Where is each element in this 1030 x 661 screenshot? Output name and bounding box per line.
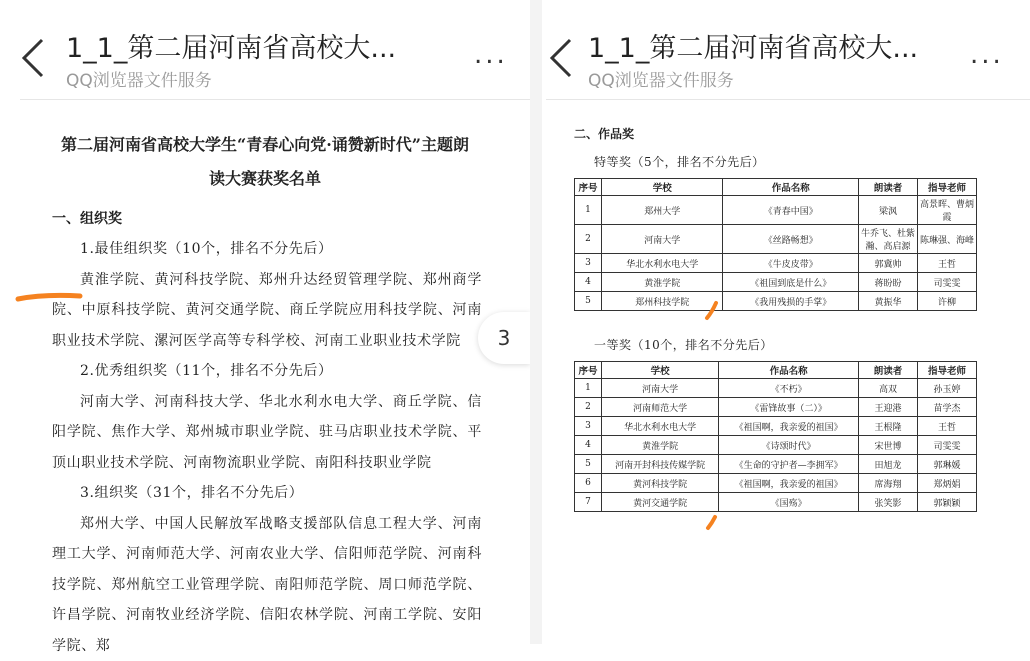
table-cell: 《丝路畅想》 <box>723 225 859 254</box>
table-cell: 高景晖、曹炳霞 <box>918 196 977 225</box>
table-cell: 《牛皮皮带》 <box>723 254 859 273</box>
table-cell: 黄淮学院 <box>602 273 723 292</box>
doc-title <box>48 128 482 196</box>
back-button[interactable] <box>544 36 580 80</box>
table-cell: 陈琳强、海峰 <box>918 225 977 254</box>
table-cell: 《诗颂时代》 <box>719 436 859 455</box>
paragraph: 郑州大学、中国人民解放军战略支援部队信息工程大学、河南理工大学、河南师范大学、河南农业大学、信阳师范学院、河南科技学院、郑州航空工业管理学院、南阳师范学院、周口师范学院、许昌学院、河南牧业经济学院、信阳农林学院、河南工学院、安阳学院、郑 <box>52 509 482 661</box>
viewer-header <box>542 0 1030 100</box>
document-source: QQ浏览器文件服务 <box>588 66 734 91</box>
header-divider <box>546 99 1030 100</box>
table-cell: 《祖国到底是什么》 <box>723 273 859 292</box>
table-cell: 郭颖颖 <box>918 493 977 512</box>
table-cell: 7 <box>575 493 602 512</box>
table-cell: 3 <box>575 417 602 436</box>
chevron-left-icon <box>16 36 52 80</box>
table-row <box>575 254 977 273</box>
table-row <box>575 436 977 455</box>
highlight-mark <box>14 290 84 304</box>
subsection-heading: 1.最佳组织奖（10个，排名不分先后） <box>52 234 482 265</box>
table-cell: 司雯雯 <box>918 273 977 292</box>
table-cell: 《祖国啊，我亲爱的祖国》 <box>719 474 859 493</box>
subsection-heading: 3.组织奖（31个，排名不分先后） <box>52 478 482 509</box>
table-cell: 5 <box>575 292 602 311</box>
viewer-header <box>0 0 530 100</box>
table-cell: 4 <box>575 273 602 292</box>
table-row <box>575 273 977 292</box>
table-header-cell: 指导老师 <box>918 362 977 379</box>
table-cell: 《不朽》 <box>719 379 859 398</box>
first-award-table <box>574 361 977 512</box>
table-row <box>575 417 977 436</box>
table-row <box>575 292 977 311</box>
table-cell: 2 <box>575 225 602 254</box>
table-cell: 郑州科技学院 <box>602 292 723 311</box>
table-cell: 司雯雯 <box>918 436 977 455</box>
page-number-badge[interactable]: 3 <box>478 312 530 364</box>
document-source: QQ浏览器文件服务 <box>66 66 212 91</box>
table-cell: 田旭龙 <box>859 455 918 474</box>
table-header-cell: 作品名称 <box>723 179 859 196</box>
table-row <box>575 225 977 254</box>
subsection-heading: 一等奖（10个，排名不分先后） <box>594 333 984 357</box>
table-row <box>575 196 977 225</box>
document-page <box>52 122 482 661</box>
table-cell: 王根隆 <box>859 417 918 436</box>
chevron-left-icon <box>544 36 580 80</box>
table-cell: 华北水利水电大学 <box>602 254 723 273</box>
table-cell: 黄河科技学院 <box>602 474 719 493</box>
more-menu-button[interactable]: ... <box>474 40 508 70</box>
table-header-cell: 学校 <box>602 362 719 379</box>
table-cell: 郭琳媛 <box>918 455 977 474</box>
table-cell: 《青春中国》 <box>723 196 859 225</box>
panel-divider <box>530 0 542 644</box>
table-cell: 《生命的守护者—李拥军》 <box>719 455 859 474</box>
table-cell: 河南大学 <box>602 225 723 254</box>
table-row <box>575 398 977 417</box>
table-cell: 3 <box>575 254 602 273</box>
doc-title-line1: 第二届河南省高校大学生“青春心向党·诵赞新时代”主题朗 <box>48 128 482 162</box>
paragraph: 黄淮学院、黄河科技学院、郑州升达经贸管理学院、郑州商学院、中原科技学院、黄河交通学院、商丘学院应用科技学院、河南职业技术学院、漯河医学高等专科学校、河南工业职业技术学院 <box>52 265 482 357</box>
subsection-heading: 2.优秀组织奖（11个，排名不分先后） <box>52 356 482 387</box>
table-cell: 张笑影 <box>859 493 918 512</box>
table-cell: 河南开封科技传媒学院 <box>602 455 719 474</box>
back-button[interactable] <box>16 36 52 80</box>
table-cell: 6 <box>575 474 602 493</box>
table-header-cell: 作品名称 <box>719 362 859 379</box>
table-cell: 郑州大学 <box>602 196 723 225</box>
special-award-table <box>574 178 977 311</box>
section-heading: 一、组织奖 <box>52 204 482 234</box>
right-viewer-panel <box>542 0 1030 644</box>
table-cell: 高双 <box>859 379 918 398</box>
highlight-mark <box>702 300 722 322</box>
table-header-cell: 指导老师 <box>918 179 977 196</box>
document-title: 1_1_第二届河南省高校大... <box>588 26 918 65</box>
table-cell: 1 <box>575 196 602 225</box>
doc-title-line2: 读大赛获奖名单 <box>48 162 482 196</box>
table-cell: 《国殇》 <box>719 493 859 512</box>
table-cell: 蒋盼盼 <box>859 273 918 292</box>
table-cell: 河南大学 <box>602 379 719 398</box>
table-header-cell: 序号 <box>575 362 602 379</box>
subsection-heading: 特等奖（5个，排名不分先后） <box>594 150 984 174</box>
table-cell: 《雷锋故事（二）》 <box>719 398 859 417</box>
table-cell: 梁沨 <box>859 196 918 225</box>
header-divider <box>20 99 530 100</box>
highlight-mark <box>702 514 722 532</box>
section-heading: 二、作品奖 <box>574 122 984 146</box>
table-header-cell: 朗读者 <box>859 362 918 379</box>
table-cell: 宋世博 <box>859 436 918 455</box>
document-title: 1_1_第二届河南省高校大... <box>66 26 396 65</box>
table-cell: 王迎港 <box>859 398 918 417</box>
table-cell: 王哲 <box>918 417 977 436</box>
table-cell: 黄淮学院 <box>602 436 719 455</box>
table-header-cell: 序号 <box>575 179 602 196</box>
table-row <box>575 474 977 493</box>
table-cell: 5 <box>575 455 602 474</box>
more-menu-button[interactable]: ... <box>970 40 1004 70</box>
table-cell: 华北水利水电大学 <box>602 417 719 436</box>
table-cell: 郭冀帅 <box>859 254 918 273</box>
table-row <box>575 455 977 474</box>
table-cell: 2 <box>575 398 602 417</box>
table-header-cell: 朗读者 <box>859 179 918 196</box>
table-row <box>575 493 977 512</box>
table-cell: 王哲 <box>918 254 977 273</box>
table-cell: 许柳 <box>918 292 977 311</box>
table-cell: 牛乔飞、杜紫瀚、高启源 <box>859 225 918 254</box>
table-cell: 1 <box>575 379 602 398</box>
table-cell: 河南师范大学 <box>602 398 719 417</box>
document-page <box>574 118 984 512</box>
table-cell: 4 <box>575 436 602 455</box>
table-cell: 席海翔 <box>859 474 918 493</box>
table-cell: 郑炳娟 <box>918 474 977 493</box>
table-header-cell: 学校 <box>602 179 723 196</box>
table-cell: 《祖国啊，我亲爱的祖国》 <box>719 417 859 436</box>
table-cell: 黄振华 <box>859 292 918 311</box>
paragraph: 河南大学、河南科技大学、华北水利水电大学、商丘学院、信阳学院、焦作大学、郑州城市职业学院、驻马店职业技术学院、平顶山职业技术学院、河南物流职业学院、南阳科技职业学院 <box>52 387 482 479</box>
table-cell: 孙玉婷 <box>918 379 977 398</box>
table-cell: 《我用残损的手掌》 <box>723 292 859 311</box>
table-cell: 黄河交通学院 <box>602 493 719 512</box>
table-cell: 苗学杰 <box>918 398 977 417</box>
table-row <box>575 379 977 398</box>
